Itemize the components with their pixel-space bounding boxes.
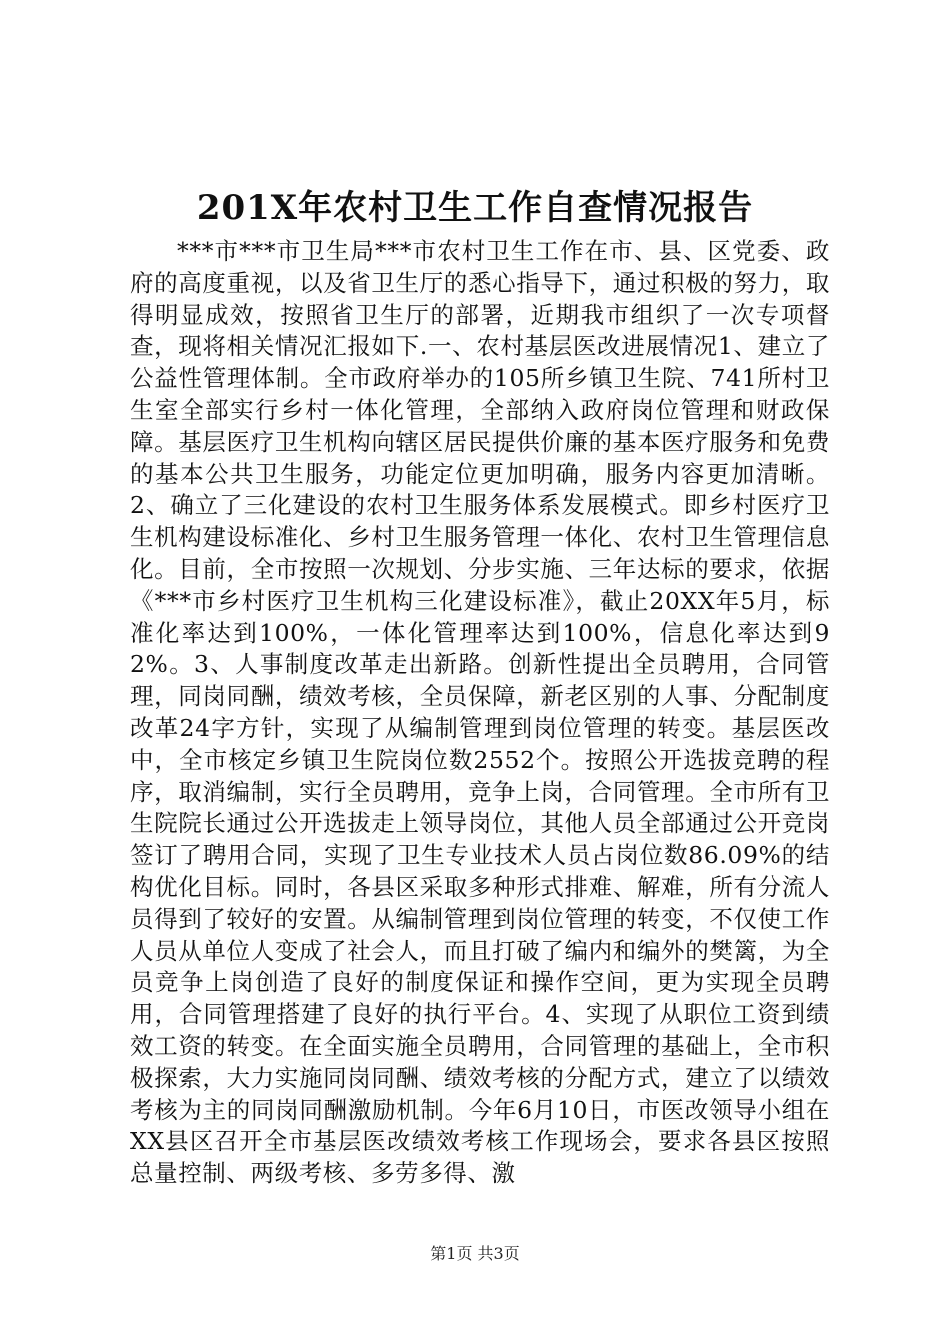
document-body-paragraph: ***市***市卫生局***市农村卫生工作在市、县、区党委、政府的高度重视，以及省卫生厅的悉心指导下，通过积极的努力，取得明显成效，按照省卫生厅的部署，近期我市组织了一次专项督查，现将相关情况汇报如下.一、农村基层医改进展情况1、建立了公益性管理体制。全市政府举办的105所乡镇卫生院、741所村卫生室全部实行乡村一体化管理，全部纳入政府岗位管理和财政保障。基层医疗卫生机构向辖区居民提供价廉的基本医疗服务和免费的基本公共卫生服务，功能定位更加明确，服务内容更加清晰。2、确立了三化建设的农村卫生服务体系发展模式。即乡村医疗卫生机构建设标准化、乡村卫生服务管理一体化、农村卫生管理信息化。目前，全市按照一次规划、分步实施、三年达标的要求，依据《***市乡村医疗卫生机构三化建设标准》，截止20XX年5月，标准化率达到100%，一体化管理率达到100%，信息化率达到92%。3、人事制度改革走出新路。创新性提出全员聘用，合同管理，同岗同酬，绩效考核，全员保障，新老区别的人事、分配制度改革24字方针，实现了从编制管理到岗位管理的转变。基层医改中，全市核定乡镇卫生院岗位数2552个。按照公开选拔竞聘的程序，取消编制，实行全员聘用，竞争上岗，合同管理。全市所有卫生院院长通过公开选拔走上领导岗位，其他人员全部通过公开竞岗签订了聘用合同，实现了卫生专业技术人员占岗位数86.09%的结构优化目标。同时，各县区采取多种形式排难、解难，所有分流人员得到了较好的安置。从编制管理到岗位管理的转变，不仅使工作人员从单位人变成了社会人，而且打破了编内和编外的樊篱，为全员竞争上岗创造了良好的制度保证和操作空间，更为实现全员聘用，合同管理搭建了良好的执行平台。4、实现了从职位工资到绩效工资的转变。在全面实施全员聘用，合同管理的基础上，全市积极探索，大力实施同岗同酬、绩效考核的分配方式，建立了以绩效考核为主的同岗同酬激励机制。今年6月10日，市医改领导小组在XX县区召开全市基层医改绩效考核工作现场会，要求各县区按照总量控制、两级考核、多劳多得、激: [130, 237, 830, 1188]
page-footer: 第1页 共3页: [430, 1244, 520, 1263]
document-title: 201X年农村卫生工作自查情况报告: [196, 188, 754, 228]
